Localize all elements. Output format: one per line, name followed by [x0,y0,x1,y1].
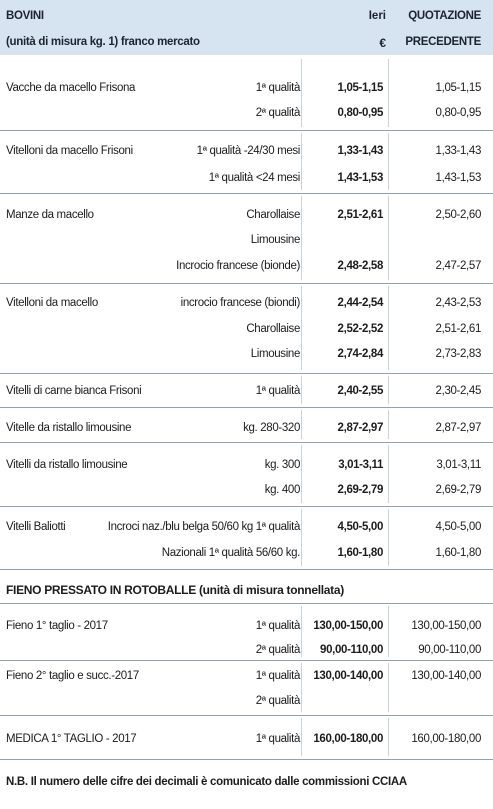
price-today: 1,60-1,80 [337,547,383,559]
product-name: MEDICA 1° TAGLIO - 2017 [6,733,137,745]
price-previous: 130,00-140,00 [411,670,481,682]
price-today: 4,50-5,00 [337,521,383,533]
price-today: 3,01-3,11 [338,459,383,471]
column-divider [388,196,389,280]
quality-label: kg. 300 [264,459,300,471]
quality-label: 2ª qualità [255,107,300,119]
quality-label: kg. 400 [264,484,300,496]
product-name: Vitelli Baliotti [6,521,66,533]
price-today: 2,48-2,58 [337,260,383,272]
column-divider [301,509,302,566]
column-divider [388,410,389,439]
row-divider [0,407,493,408]
product-name: Fieno 1° taglio - 2017 [6,620,108,632]
header-prev-line1: QUOTAZIONE [408,10,481,22]
row-divider [0,506,493,507]
price-previous: 0,80-0,95 [435,107,481,119]
price-previous: 2,73-2,83 [435,348,481,360]
column-divider [388,509,389,566]
quality-label: kg. 280-320 [243,422,300,434]
column-divider [301,663,302,712]
quality-label: Limousine [250,234,300,246]
quality-label: 1ª qualità [255,670,300,682]
quality-label: 1ª qualità [255,82,300,94]
quality-label: Incrocio francese (bionde) [176,260,300,272]
price-previous: 2,87-2,97 [435,422,481,434]
price-today: 1,33-1,43 [337,145,383,157]
price-today: 130,00-150,00 [313,620,383,632]
column-divider [301,718,302,756]
price-previous: 160,00-180,00 [411,733,481,745]
column-divider [388,445,389,503]
quality-label: 1ª qualità <24 mesi [208,172,300,184]
price-previous: 2,43-2,53 [435,297,481,309]
product-name: Vitelli di carne bianca Frisoni [6,385,142,397]
quality-label: Limousine [250,348,300,360]
price-previous: 90,00-110,00 [418,644,481,656]
quality-label: 2ª qualità [255,695,300,707]
column-divider [301,196,302,280]
column-divider [301,59,302,127]
price-today: 160,00-180,00 [313,733,383,745]
header-ieri-unit: € [379,36,386,50]
row-divider [0,715,493,716]
price-today: 2,74-2,84 [337,348,383,360]
column-divider [301,286,302,370]
header-col1-line2: (unità di misura kg. 1) franco mercato [6,36,200,48]
price-today: 2,51-2,61 [337,209,383,221]
column-divider [388,133,389,190]
quality-label: 1ª qualità -24/30 mesi [196,145,300,157]
price-today: 2,40-2,55 [337,385,383,397]
quality-label: Charollaise [246,323,300,335]
product-name: Vitelloni da macello Frisoni [6,145,133,157]
price-today: 1,05-1,15 [337,82,383,94]
price-previous: 2,47-2,57 [435,260,481,272]
price-today: 0,80-0,95 [337,107,383,119]
section2-title: FIENO PRESSATO IN ROTOBALLE (unità di misura tonnellata) [6,583,344,597]
product-name: Vitelloni da macello [6,297,98,309]
row-divider [0,193,493,194]
header-prev-line2: PRECEDENTE [405,36,481,48]
price-previous: 2,51-2,61 [435,323,481,335]
column-divider [388,286,389,370]
column-divider [301,133,302,190]
quality-label: 2ª qualità [255,644,300,656]
price-today: 1,43-1,53 [337,172,383,184]
quality-label: 1ª qualità [255,733,300,745]
row-divider [0,442,493,443]
footnote: N.B. Il numero delle cifre dei decimali è comunicato dalle commissioni CCIAA [6,776,407,788]
quality-label: Nazionali 1ª qualità 56/60 kg. [161,547,300,559]
price-previous: 4,50-5,00 [435,521,481,533]
product-name: Vitelli da ristallo limousine [6,459,128,471]
column-divider [388,718,389,756]
column-divider [388,376,389,404]
price-previous: 1,05-1,15 [435,82,481,94]
price-previous: 2,69-2,79 [435,484,481,496]
column-divider [388,663,389,712]
column-divider [388,59,389,127]
column-divider [301,445,302,503]
price-previous: 2,30-2,45 [435,385,481,397]
price-previous: 1,33-1,43 [435,145,481,157]
price-today: 2,44-2,54 [337,297,383,309]
price-previous: 130,00-150,00 [411,620,481,632]
price-today: 2,87-2,97 [337,422,383,434]
price-today: 130,00-140,00 [313,670,383,682]
column-divider [301,606,302,657]
price-previous: 1,60-1,80 [435,547,481,559]
row-divider [0,373,493,374]
product-name: Manze da macello [6,209,94,221]
row-divider [0,130,493,131]
product-name: Vitelle da ristallo limousine [6,422,132,434]
column-divider [388,606,389,657]
product-name: Fieno 2° taglio e succ.-2017 [6,670,139,682]
quality-label: Incroci naz./blu belga 50/60 kg 1ª qualità [107,521,300,533]
price-previous: 1,43-1,53 [435,172,481,184]
row-divider [0,660,493,661]
row-divider [0,283,493,284]
column-divider [301,410,302,439]
header-ieri-label: Ieri [368,10,386,22]
header-col1-line1: BOVINI [6,10,44,22]
row-divider [0,759,493,760]
price-previous: 3,01-3,11 [436,459,481,471]
column-divider [301,376,302,404]
price-today: 2,69-2,79 [337,484,383,496]
quality-label: incrocio francese (biondi) [180,297,300,309]
price-previous: 2,50-2,60 [435,209,481,221]
price-today: 2,52-2,52 [337,323,383,335]
price-today: 90,00-110,00 [320,644,383,656]
quality-label: 1ª qualità [255,620,300,632]
quality-label: 1ª qualità [255,385,300,397]
row-divider [0,603,493,604]
row-divider [0,569,493,570]
quality-label: Charollaise [246,209,300,221]
product-name: Vacche da macello Frisona [6,82,136,94]
